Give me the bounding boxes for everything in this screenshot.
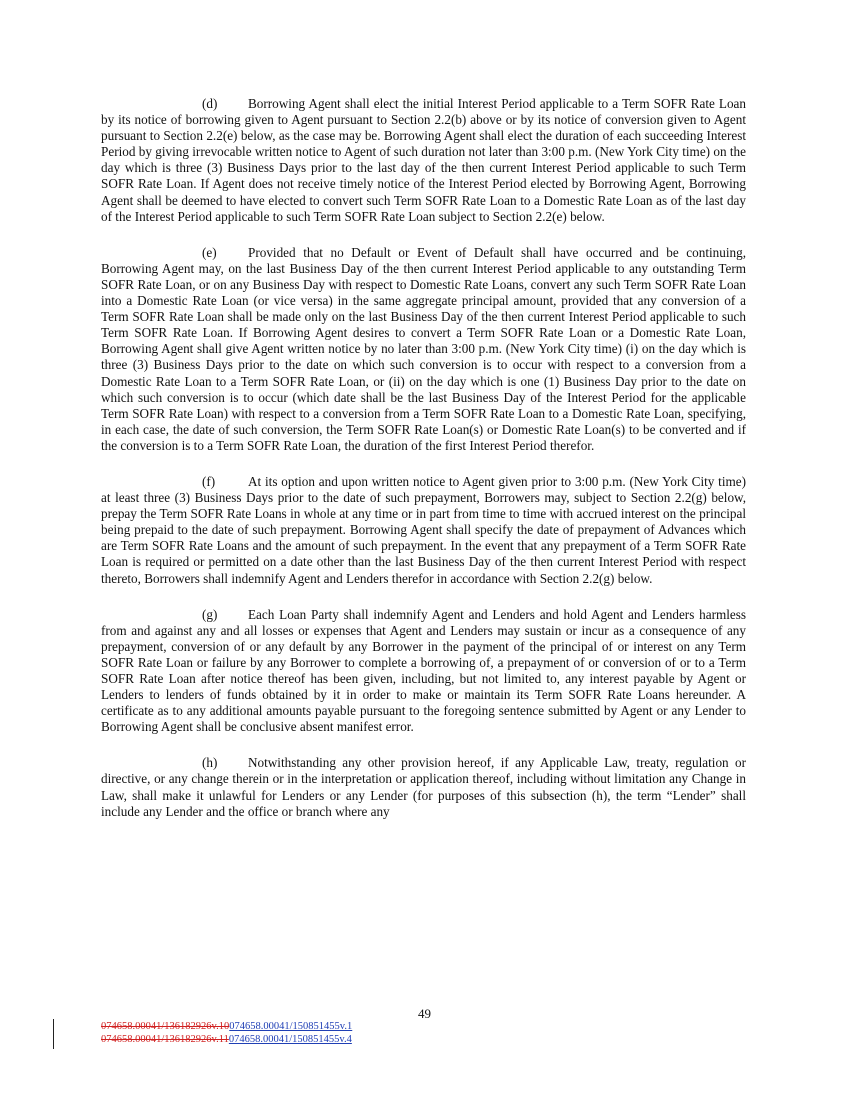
- paragraph-label: (f): [202, 473, 216, 489]
- inserted-doc-id: 074658.00041/150851455v.4: [228, 1034, 352, 1045]
- paragraph-f: [101, 474, 746, 587]
- revision-change-bar: [53, 1019, 54, 1049]
- inserted-doc-id: 074658.00041/150851455v.1: [229, 1021, 353, 1032]
- paragraph-g: [101, 607, 746, 736]
- footer-line-1: [101, 1020, 352, 1033]
- paragraph-label: (e): [202, 244, 217, 260]
- deleted-doc-id: 074658.00041/136182926v.11: [101, 1034, 229, 1045]
- paragraph-text: Notwithstanding any other provision hereof, if any Applicable Law, treaty, regulation or directive, or any change therein or in the interpretation or application thereof, including without limitation any Change in Law, shall make it unlawful for Lenders or any Lender (for purposes of this subsection (h), the term “Lender” shall include any Lender and the office or branch where any: [101, 755, 746, 819]
- paragraph-text: Borrowing Agent shall elect the initial Interest Period applicable to a Term SOFR Rate Loan by its notice of borrowing given to Agent pursuant to Section 2.2(b) above or by its notice of conversion given to Agent pursuant to Section 2.2(e) below, as the case may be. Borrowing Agent shall elect the duration of each succeeding Interest Period by giving irrevocable written notice to Agent of such duration not later than 3:00 p.m. (New York City time) on the day which is three (3) Business Days prior to the last day of the then current Interest Period applicable to such Term SOFR Rate Loan. If Agent does not receive timely notice of the Interest Period elected by Borrowing Agent, Borrowing Agent shall be deemed to have elected to convert such Term SOFR Rate Loan to a Domestic Rate Loan as of the last day of the Interest Period applicable to such Term SOFR Rate Loan subject to Section 2.2(e) below.: [101, 96, 746, 224]
- page-body: [101, 96, 746, 840]
- paragraph-text: Each Loan Party shall indemnify Agent and Lenders and hold Agent and Lenders harmless from and against any and all losses or expenses that Agent and Lenders may sustain or incur as a consequence of any prepayment, conversion of or any default by any Borrower in the payment of the principal of or interest on any Term SOFR Rate Loan or failure by any Borrower to complete a borrowing of, a prepayment of or conversion of or to a Term SOFR Rate Loan after notice thereof has been given, including, but not limited to, any interest payable by Agent or Lenders to lenders of funds obtained by it in order to make or maintain its Term SOFR Rate Loans hereunder. A certificate as to any additional amounts payable pursuant to the foregoing sentence submitted by Agent or any Lender to Borrowing Agent shall be conclusive absent manifest error.: [101, 606, 746, 735]
- paragraph-e: [101, 245, 746, 454]
- document-id-footer: [101, 1020, 352, 1046]
- paragraph-d: [101, 96, 746, 225]
- paragraph-text: Provided that no Default or Event of Default shall have occurred and be continuing, Borrowing Agent may, on the last Business Day of the then current Interest Period applicable to any outstanding Term SOFR Rate Loan, or on any Business Day with respect to Domestic Rate Loans, convert any such Term SOFR Rate Loan into a Domestic Rate Loan (or vice versa) in the same aggregate principal amount, provided that any conversion of a Term SOFR Rate Loan shall be made only on the last Business Day of the then current Interest Period applicable to such Term SOFR Rate Loan. If Borrowing Agent desires to convert a Term SOFR Rate Loan or a Domestic Rate Loan, Borrowing Agent shall give Agent written notice by no later than 3:00 p.m. (New York City time) (i) on the day which is three (3) Business Days prior to the date on which such conversion is to occur with respect to a conversion from a Domestic Rate Loan to a Term SOFR Rate Loan, or (ii) on the day which is one (1) Business Day prior to the date on which such conversion is to occur (which date shall be the last Business Day of the Interest Period for the applicable Term SOFR Rate Loan) with respect to a conversion from a Term SOFR Rate Loan to a Domestic Rate Loan, specifying, in each case, the date of such conversion, the Term SOFR Rate Loan(s) or Domestic Rate Loan(s) to be converted and if the conversion is to a Term SOFR Rate Loan, the duration of the first Interest Period therefor.: [101, 244, 746, 453]
- paragraph-label: (d): [202, 96, 218, 111]
- paragraph-h: [101, 755, 746, 819]
- deleted-doc-id: 074658.00041/136182926v.10: [101, 1021, 230, 1032]
- page-number: 49: [418, 1006, 431, 1021]
- paragraph-text: At its option and upon written notice to Agent given prior to 3:00 p.m. (New York City time) at least three (3) Business Days prior to the date of such prepayment, Borrowers may, subject to Section 2.2(g) below, prepay the Term SOFR Rate Loans in whole at any time or in part from time to time with accrued interest on the principal being prepaid to the date of such prepayment. Borrowing Agent shall specify the date of prepayment of Advances which are Term SOFR Rate Loans and the amount of such prepayment. In the event that any prepayment of a Term SOFR Rate Loan is required or permitted on a date other than the last Business Day of the then current Interest Period with respect thereto, Borrowers shall indemnify Agent and Lenders therefor in accordance with Section 2.2(g) below.: [101, 473, 746, 586]
- paragraph-label: (g): [202, 606, 218, 622]
- paragraph-label: (h): [202, 755, 218, 771]
- footer-line-2: [101, 1033, 352, 1046]
